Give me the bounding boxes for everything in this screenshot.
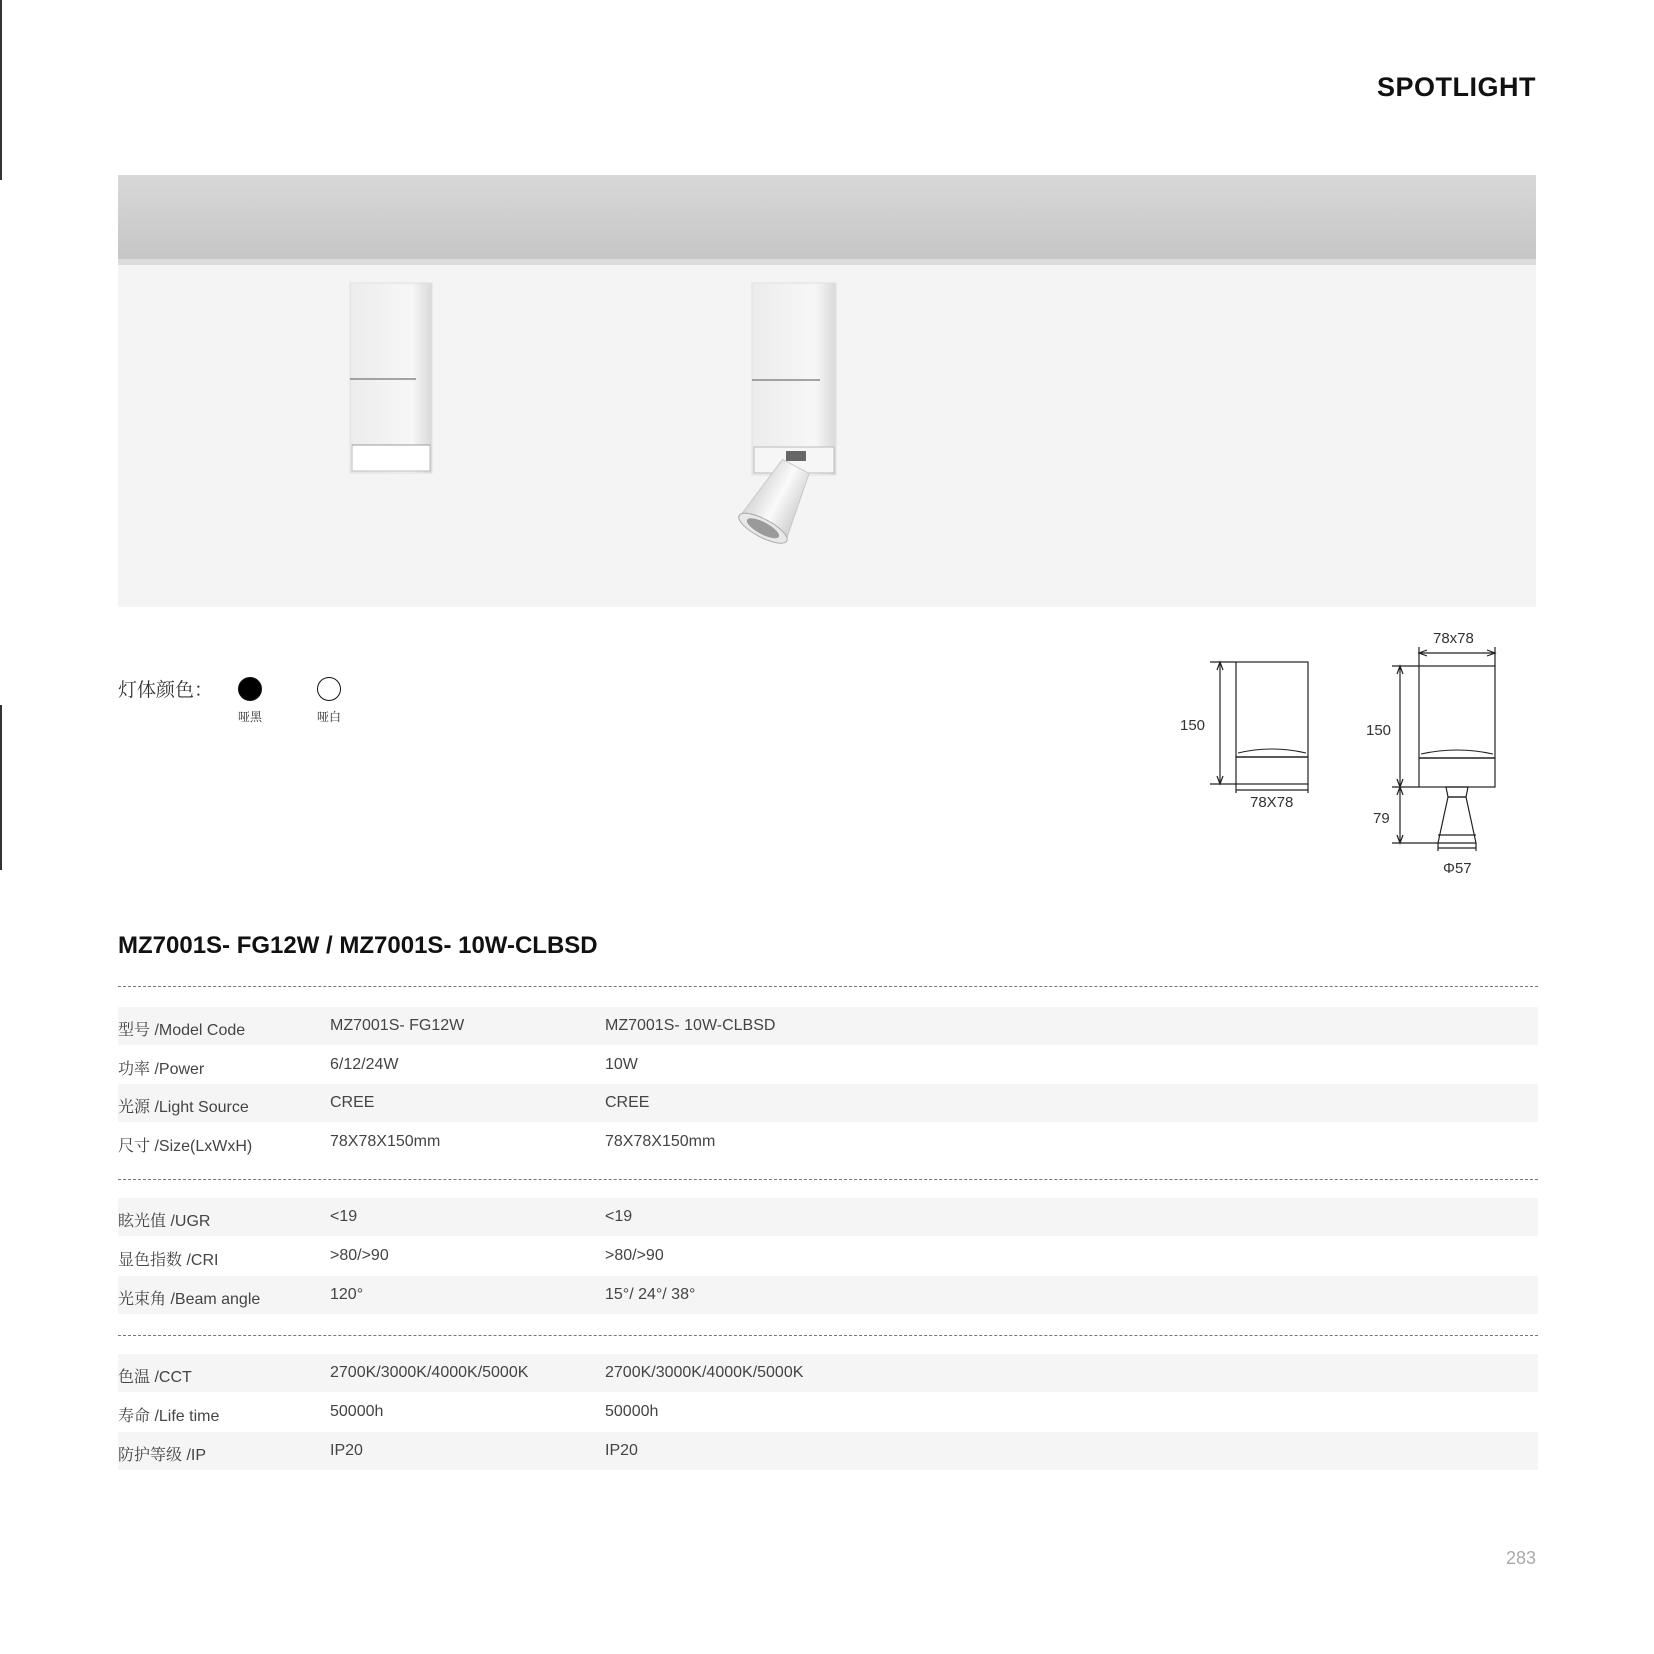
spec-value-2: 10W [605, 1056, 638, 1073]
spec-row-beam-angle [118, 1276, 1538, 1314]
divider [118, 986, 1538, 987]
dim-right-height: 150 [1366, 722, 1392, 739]
product-title: MZ7001S- FG12W / MZ7001S- 10W-CLBSD [118, 932, 598, 959]
spec-label: 光源 /Light Source [118, 1099, 249, 1116]
page-number: 283 [1505, 1548, 1536, 1568]
spec-value-1: >80/>90 [330, 1247, 389, 1264]
spec-row-size [118, 1123, 1538, 1161]
spec-value-1: IP20 [330, 1442, 363, 1459]
product-illustration [118, 175, 1536, 607]
dim-left-height: 150 [1180, 717, 1206, 734]
spec-value-1: 2700K/3000K/4000K/5000K [330, 1364, 529, 1381]
divider [118, 1335, 1538, 1336]
dim-right-head-diameter: Φ57 [1443, 860, 1472, 877]
spec-value-2: <19 [605, 1208, 633, 1225]
body-color-label: 灯体颜色： [118, 680, 214, 701]
spec-value-1: 6/12/24W [330, 1056, 399, 1073]
spec-row-ip [118, 1432, 1538, 1470]
spec-value-1: 120° [330, 1286, 364, 1303]
spec-row-model-code [118, 1007, 1538, 1045]
spec-value-1: 50000h [330, 1403, 384, 1420]
product-photo [118, 175, 1536, 607]
divider [118, 1179, 1538, 1180]
spec-label: 眩光值 /UGR [118, 1213, 211, 1230]
fixture-downlight [350, 283, 432, 473]
spec-row-life-time [118, 1393, 1538, 1431]
spec-label: 色温 /CCT [118, 1369, 192, 1386]
spec-value-1: CREE [330, 1094, 375, 1111]
spec-label: 功率 /Power [118, 1061, 205, 1078]
spec-label: 尺寸 /Size(LxWxH) [118, 1138, 253, 1155]
color-swatch-matte-white[interactable] [317, 677, 341, 701]
spec-value-2: MZ7001S- 10W-CLBSD [605, 1017, 776, 1034]
spec-value-2: >80/>90 [605, 1247, 664, 1264]
spec-value-2: IP20 [605, 1442, 638, 1459]
dim-right-top-width: 78x78 [1433, 630, 1474, 647]
color-name-matte-black: 哑黑 [237, 710, 262, 724]
spec-row-power [118, 1046, 1538, 1084]
spec-value-1: <19 [330, 1208, 358, 1225]
dim-right-head-height: 79 [1373, 810, 1390, 827]
color-swatch-matte-black[interactable] [238, 677, 262, 701]
spec-row-cri [118, 1237, 1538, 1275]
spec-value-2: 78X78X150mm [605, 1133, 716, 1150]
dimension-drawing [1170, 625, 1550, 885]
fixture-spotlight [735, 283, 836, 549]
spec-value-2: 2700K/3000K/4000K/5000K [605, 1364, 804, 1381]
spec-value-1: MZ7001S- FG12W [330, 1017, 465, 1034]
spec-row-light-source [118, 1084, 1538, 1122]
spec-label: 光束角 /Beam angle [118, 1291, 261, 1308]
spec-value-2: 15°/ 24°/ 38° [605, 1286, 696, 1303]
edge-mark [0, 0, 2, 180]
dim-left-width: 78X78 [1250, 794, 1294, 811]
page-title: SPOTLIGHT [1377, 72, 1536, 102]
spec-value-2: CREE [605, 1094, 650, 1111]
spec-label: 寿命 /Life time [118, 1408, 220, 1425]
spec-row-ugr [118, 1198, 1538, 1236]
spec-row-cct [118, 1354, 1538, 1392]
spec-label: 防护等级 /IP [118, 1447, 207, 1464]
spec-label: 型号 /Model Code [118, 1022, 246, 1039]
edge-mark [0, 705, 2, 870]
spec-value-1: 78X78X150mm [330, 1133, 441, 1150]
color-name-matte-white: 哑白 [316, 710, 341, 724]
spec-label: 显色指数 /CRI [118, 1252, 219, 1269]
spec-value-2: 50000h [605, 1403, 659, 1420]
